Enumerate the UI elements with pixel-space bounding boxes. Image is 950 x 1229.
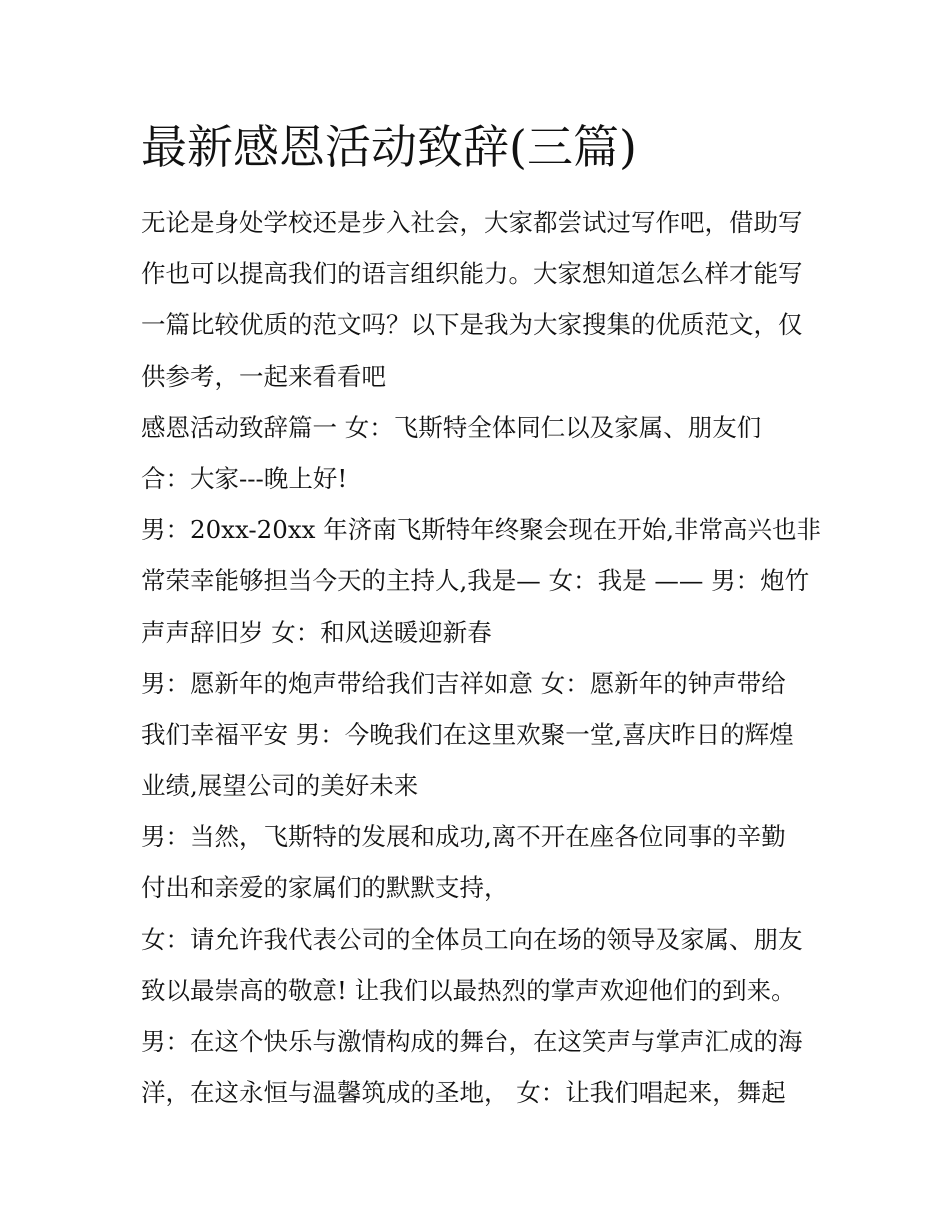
body-line: 致以最崇高的敬意! 让我们以最热烈的掌声欢迎他们的到来。 <box>141 975 796 1005</box>
document-title: 最新感恩活动致辞(三篇) <box>141 120 637 174</box>
body-line: 供参考，一起来看看吧 <box>141 361 386 391</box>
body-line: 付出和亲爱的家属们的默默支持， <box>141 873 509 903</box>
body-line: 女：请允许我代表公司的全体员工向在场的领导及家属、朋友 <box>141 924 803 954</box>
body-line: 男：20xx-20xx 年济南飞斯特年终聚会现在开始,非常高兴也非 <box>141 515 822 545</box>
document-body <box>141 197 821 1118</box>
body-line: 男：当然，飞斯特的发展和成功,离不开在座各位同事的辛勤 <box>141 822 786 852</box>
body-line: 业绩,展望公司的美好未来 <box>141 771 419 801</box>
body-line: 声声辞旧岁 女：和风送暖迎新春 <box>141 617 492 647</box>
body-line: 洋，在这永恒与温馨筑成的圣地， 女：让我们唱起来，舞起 <box>141 1078 786 1108</box>
body-line: 男：在这个快乐与激情构成的舞台，在这笑声与掌声汇成的海 <box>141 1027 803 1056</box>
body-line: 我们幸福平安 男：今晚我们在这里欢聚一堂,喜庆昨日的辉煌 <box>141 719 794 749</box>
body-line: 感恩活动致辞篇一 女：飞斯特全体同仁以及家属、朋友们 <box>141 412 762 442</box>
body-line: 常荣幸能够担当今天的主持人,我是— 女：我是 —— 男：炮竹 <box>141 566 810 596</box>
body-line: 男：愿新年的炮声带给我们吉祥如意 女：愿新年的钟声带给 <box>141 668 786 698</box>
body-line: 合：大家---晚上好! <box>141 463 348 493</box>
body-line: 无论是身处学校还是步入社会，大家都尝试过写作吧，借助写 <box>141 208 803 237</box>
body-line: 一篇比较优质的范文吗？以下是我为大家搜集的优质范文，仅 <box>141 310 803 340</box>
body-line: 作也可以提高我们的语言组织能力。大家想知道怎么样才能写 <box>141 259 803 289</box>
